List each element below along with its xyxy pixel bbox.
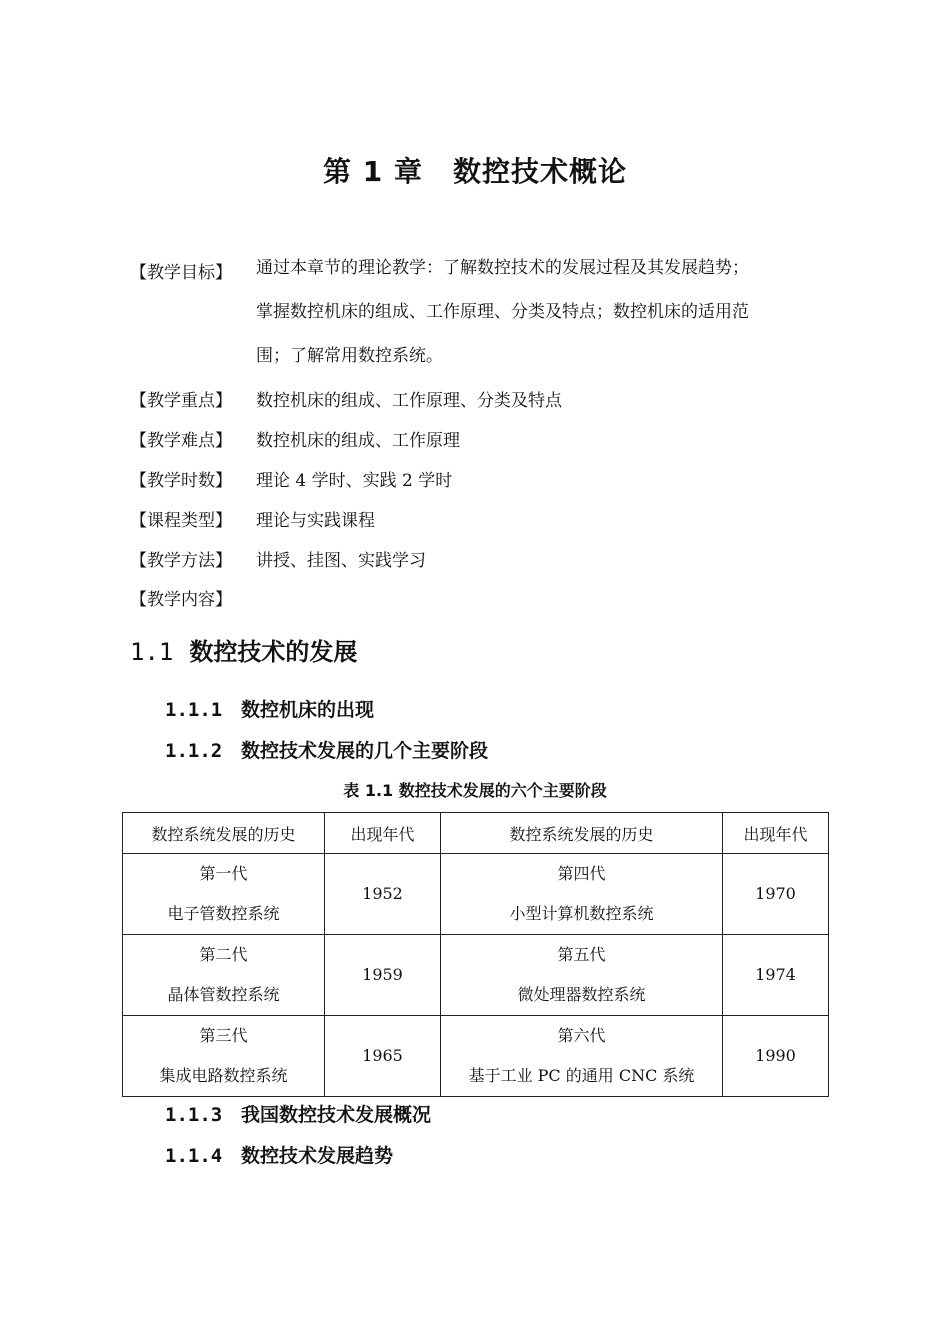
table-cell: 第五代 微处理器数控系统	[441, 935, 723, 1016]
table-header-cell: 出现年代	[325, 813, 441, 854]
meta-content	[130, 585, 830, 610]
table-header-cell: 出现年代	[723, 813, 829, 854]
subsection-title: 数控机床的出现	[241, 699, 375, 721]
subsection-title: 我国数控技术发展概况	[241, 1104, 432, 1126]
subsection-heading	[165, 1100, 431, 1127]
meta-label: 【教学时数】	[130, 471, 232, 491]
subsection-title: 数控技术发展趋势	[241, 1145, 394, 1167]
table-header-cell: 数控系统发展的历史	[441, 813, 723, 854]
table-cell: 1970	[723, 854, 829, 935]
chapter-name: 数控技术概论	[452, 155, 627, 188]
subsection-heading	[165, 695, 374, 722]
table-cell: 第二代 晶体管数控系统	[123, 935, 325, 1016]
table-cell: 1974	[723, 935, 829, 1016]
meta-value: 数控机床的组成、工作原理、分类及特点	[256, 391, 562, 411]
meta-label: 【教学内容】	[130, 590, 232, 610]
table-cell: 1965	[325, 1016, 441, 1097]
section-heading	[130, 632, 357, 667]
subsection-number: 1.1.2	[165, 740, 223, 762]
meta-methods	[130, 546, 830, 571]
meta-value: 理论与实践课程	[256, 511, 375, 531]
meta-value: 数控机床的组成、工作原理	[256, 431, 460, 451]
subsection-number: 1.1.4	[165, 1145, 223, 1167]
meta-hours	[130, 466, 830, 491]
table-cell: 第一代 电子管数控系统	[123, 854, 325, 935]
table-cell: 1952	[325, 854, 441, 935]
table-cell: 1990	[723, 1016, 829, 1097]
subsection-heading	[165, 736, 488, 763]
section-number: 1.1	[130, 638, 174, 666]
table-row	[123, 854, 829, 935]
meta-teaching-goal	[130, 258, 830, 378]
chapter-title	[0, 150, 950, 190]
meta-difficulties	[130, 426, 830, 451]
table-cell: 1959	[325, 935, 441, 1016]
meta-value: 讲授、挂图、实践学习	[256, 551, 426, 571]
table-row	[123, 935, 829, 1016]
meta-label: 【教学方法】	[130, 551, 232, 571]
table-header-cell: 数控系统发展的历史	[123, 813, 325, 854]
meta-label: 【课程类型】	[130, 511, 232, 531]
table-row	[123, 1016, 829, 1097]
table-cell: 第四代 小型计算机数控系统	[441, 854, 723, 935]
subsection-title: 数控技术发展的几个主要阶段	[241, 740, 489, 762]
meta-label: 【教学目标】	[130, 263, 232, 283]
subsection-number: 1.1.3	[165, 1104, 223, 1126]
table-cell: 第六代 基于工业 PC 的通用 CNC 系统	[441, 1016, 723, 1097]
table-header-row	[123, 813, 829, 854]
meta-value: 通过本章节的理论教学：了解数控技术的发展过程及其发展趋势； 掌握数控机床的组成、工作原理、分类及特点；数控机床的适用范 围；了解常用数控系统。	[256, 258, 749, 366]
meta-course-type	[130, 506, 830, 531]
generations-table	[122, 812, 829, 1097]
meta-label: 【教学难点】	[130, 431, 232, 451]
subsection-heading	[165, 1141, 393, 1168]
section-title: 数控技术的发展	[189, 638, 358, 666]
meta-label: 【教学重点】	[130, 391, 232, 411]
chapter-prefix: 第 1 章	[323, 155, 423, 188]
meta-key-points	[130, 386, 830, 411]
table-cell: 第三代 集成电路数控系统	[123, 1016, 325, 1097]
subsection-number: 1.1.1	[165, 699, 223, 721]
meta-value: 理论 4 学时、实践 2 学时	[256, 471, 453, 491]
table-caption: 表 1.1 数控技术发展的六个主要阶段	[343, 781, 607, 800]
